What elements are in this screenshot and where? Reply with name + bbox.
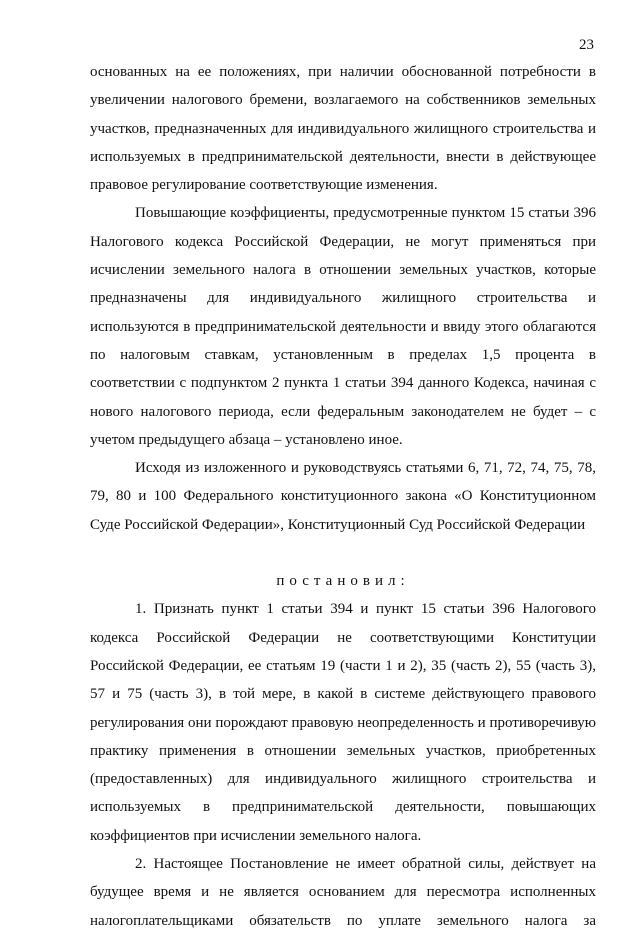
resolution-item-1: 1. Признать пункт 1 статьи 394 и пункт 15 статьи 396 Налогового кодекса Российской Федерации не соответствующими Конституции Российской Федерации, ее статьям 19 (части 1 и 2), 35 (часть 2), 55 (часть 3), 57 и 75 (часть 3), в той мере, в какой в системе действующего правового регулирования они порождают правовую неопределенность и противоречивую практику применения в отношении земельных участков, приобретенных (предоставленных) для индивидуального жилищного строительства и используемых в предпринимательской деятельности, повышающих коэффициентов при исчислении земельного налога. xyxy=(90,601,596,844)
paragraph-continuation: основанных на ее положениях, при наличии обоснованной потребности в увеличении налогового бремени, возлагаемого на собственников земельных участков, предназначенных для индивидуального жилищного строительства и используемых в предпринимательской деятельности, внести в действующее правовое регулирование соответствующие изменения. xyxy=(90,64,596,194)
document-body xyxy=(90,58,596,935)
paragraph-legal-basis: Исходя из изложенного и руководствуясь статьями 6, 71, 72, 74, 75, 78, 79, 80 и 100 Федерального конституционного закона «О Конституционном Суде Российской Федерации», Конституционный Суд Российской Федерации xyxy=(90,460,596,533)
paragraph-coefficients: Повышающие коэффициенты, предусмотренные пунктом 15 статьи 396 Налогового кодекса Российской Федерации, не могут применяться при исчислении земельного налога в отношении земельных участков, которые предназначены для индивидуального жилищного строительства и используются в предпринимательской деятельности и ввиду этого облагаются по налоговым ставкам, установленным в пределах 1,5 процента в соответствии с подпунктом 2 пункта 1 статьи 394 данного Кодекса, начиная с нового налогового периода, если федеральным законодателем не будет – с учетом предыдущего абзаца – установлено иное. xyxy=(90,205,596,448)
resolution-heading: постановил: xyxy=(276,573,410,590)
resolution-item-2: 2. Настоящее Постановление не имеет обратной силы, действует на будущее время и не является основанием для пересмотра исполненных налогоплательщиками обязательств по уплате земельного налога за xyxy=(90,856,596,929)
page-number: 23 xyxy=(579,37,594,53)
